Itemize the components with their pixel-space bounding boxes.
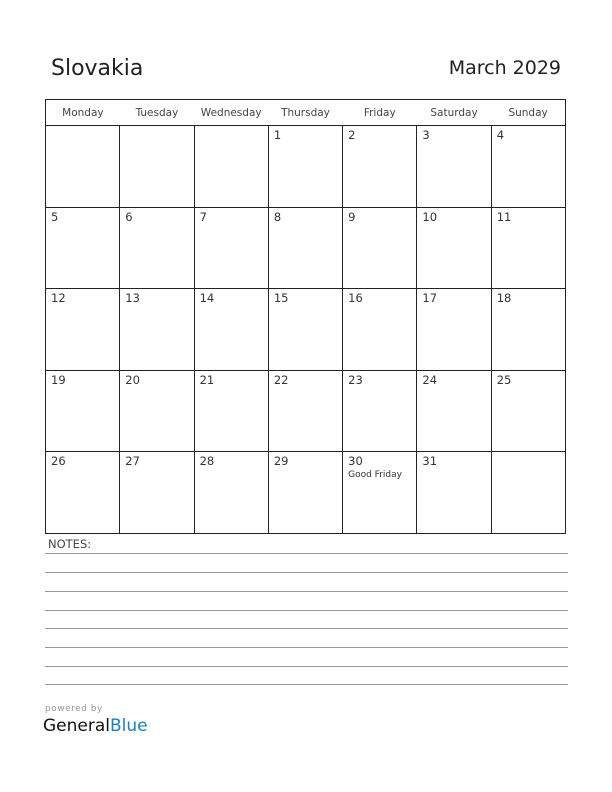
weekday-header: Wednesday [194,100,268,126]
day-cell [268,452,342,534]
day-cell [46,452,120,534]
day-number: 8 [273,209,282,224]
day-number: 26 [51,454,66,469]
powered-by: powered by [45,704,103,714]
day-cell [268,207,342,289]
day-cell [268,370,342,452]
day-cell [120,289,194,371]
day-cell [491,289,565,371]
day-number: 28 [199,454,215,469]
day-cell [120,370,194,452]
day-cell [194,289,268,371]
day-cell [46,289,120,371]
day-cell [491,370,565,452]
day-cell [343,289,417,371]
day-number: 29 [273,454,289,469]
day-cell [417,126,491,208]
day-cell [194,207,268,289]
day-cell [343,452,417,534]
day-number: 10 [422,209,438,224]
day-number: 7 [199,209,207,224]
day-cell [268,126,342,208]
calendar-grid [45,99,566,534]
day-cell [417,289,491,371]
day-number: 2 [348,128,356,142]
day-number: 15 [273,291,289,306]
country-title: Slovakia [51,56,144,81]
day-cell [417,452,491,534]
holiday-label: Good Friday [348,470,402,481]
weekday-header: Saturday [417,100,491,126]
day-number: 3 [422,128,430,142]
day-number: 18 [496,291,512,306]
day-cell [491,126,565,208]
day-number: 24 [422,372,438,387]
weekday-header: Monday [46,100,120,126]
day-number: 4 [496,128,505,142]
day-number: 17 [422,291,438,306]
day-number: 19 [51,372,66,387]
note-line [45,591,568,592]
day-cell [491,452,565,534]
day-cell [491,207,565,289]
note-line [45,553,568,554]
note-line [45,610,568,611]
note-line [45,666,568,667]
day-number: 13 [125,291,140,306]
day-number: 25 [496,372,512,387]
generalblue-logo: GeneralBlue [43,716,148,736]
day-number: 21 [199,372,215,387]
day-number: 5 [51,209,59,224]
day-cell [46,370,120,452]
notes-label: NOTES: [48,537,92,551]
weekday-header: Thursday [268,100,342,126]
day-cell [120,126,194,208]
month-title: March 2029 [448,57,561,79]
day-cell [268,289,342,371]
day-cell [120,207,194,289]
day-cell [194,370,268,452]
day-number: 6 [125,209,133,224]
day-cell [194,452,268,534]
day-number: 20 [125,372,140,387]
day-cell [343,126,417,208]
day-cell [343,207,417,289]
week-row [46,207,566,289]
day-number: 30 [348,454,363,469]
day-number: 12 [51,291,66,306]
day-cell [343,370,417,452]
day-number: 14 [199,291,215,306]
note-line [45,572,568,573]
day-cell [417,207,491,289]
day-cell [46,126,120,208]
day-cell [46,207,120,289]
day-cell [194,126,268,208]
day-number: 23 [348,372,363,387]
day-number: 27 [125,454,140,469]
note-line [45,684,568,685]
weekday-header: Tuesday [120,100,194,126]
day-number: 11 [496,209,512,224]
week-row [46,126,566,208]
week-row [46,370,566,452]
week-row [46,289,566,371]
note-line [45,647,568,648]
note-line [45,628,568,629]
day-cell [120,452,194,534]
week-row [46,452,566,534]
day-number: 16 [348,291,363,306]
weekday-header: Sunday [491,100,565,126]
day-cell [417,370,491,452]
day-number: 31 [422,454,438,469]
weekday-header: Friday [343,100,417,126]
day-number: 9 [348,209,356,224]
day-number: 1 [273,128,282,142]
day-number: 22 [273,372,289,387]
